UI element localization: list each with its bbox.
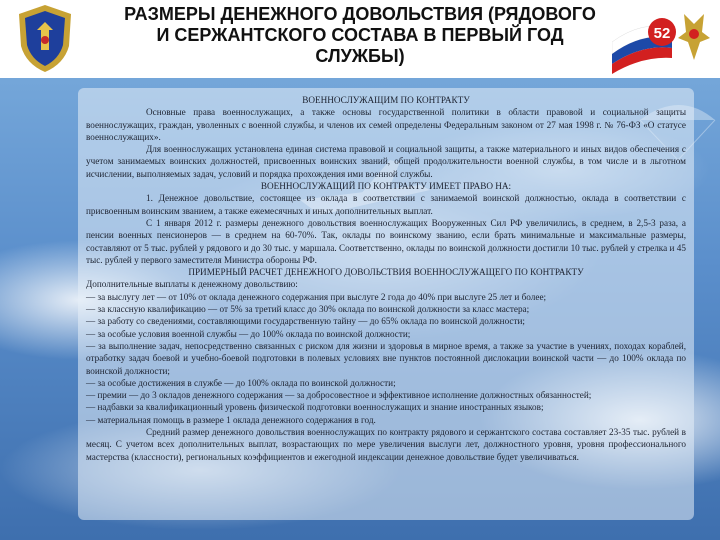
- list-item: — материальная помощь в размере 1 оклада денежного содержания в год.: [86, 414, 376, 425]
- paragraph-protection-system: Для военнослужащих установлена единая система правовой и социальной защиты, а также материального и иных видов обеспечения с учетом занимаемых воинских должностей, присвоенных воинских званий, общей продолжительности военной службы, в том числе и в льготном исчислении, выполняемых задач, условий и порядка прохождения ими военной службы.: [86, 144, 686, 179]
- heading-calculation: ПРИМЕРНЫЙ РАСЧЕТ ДЕНЕЖНОГО ДОВОЛЬСТВИЯ ВОЕННОСЛУЖАЩЕГО ПО КОНТРАКТУ: [188, 267, 584, 278]
- document-text: [86, 94, 686, 514]
- list-item: — за выслугу лет — от 10% от оклада денежного содержания при выслуге 2 года до 40% при выслуге 25 лет и более;: [86, 291, 547, 302]
- heading-contract-servicemen: ВОЕННОСЛУЖАЩИМ ПО КОНТРАКТУ: [302, 95, 470, 105]
- military-district-shield-icon: [14, 2, 76, 74]
- armed-forces-eagle-emblem-icon: [612, 2, 716, 76]
- list-item: — за особые достижения в службе — до 100% оклада по воинской должности;: [86, 377, 396, 388]
- list-item: — за классную квалификацию — от 5% за третий класс до 30% оклада по воинской должности за класс мастера;: [86, 304, 530, 315]
- paragraph-allowance: 1. Денежное довольствие, состоящее из оклада в соответствии с занимаемой воинской должностью, оклада в соответствии с присвоенным воинским званием, а также ежемесячных и иных дополнительных выплат.: [86, 193, 686, 216]
- list-intro: Дополнительные выплаты к денежному довольствию:: [86, 279, 298, 290]
- heading-rights: ВОЕННОСЛУЖАЩИЙ ПО КОНТРАКТУ ИМЕЕТ ПРАВО НА:: [260, 181, 512, 192]
- list-item: — за выполнение задач, непосредственно связанных с риском для жизни и здоровья в мирное время, а также за участие в учениях, походах кораблей, отработку задач боевой и учебно-боевой подготовки в полевых условиях вне пунктов постоянной дислокации воинской части — до 100% оклада по воинской должности;: [86, 340, 686, 376]
- header-bar: [0, 0, 720, 78]
- list-item: — за работу со сведениями, составляющими государственную тайну — до 65% оклада по воинской должности;: [86, 316, 525, 327]
- paragraph-legal-basis: Основные права военнослужащих, а также основы государственной политики в области правовой и социальной защиты военнослужащих, граждан, уволенных с военной службы, и членов их семей определены Федеральным законом от 27 мая 1998 г. № 76-ФЗ «О статусе военнослужащих».: [86, 107, 686, 142]
- anniversary-badge: 52: [653, 25, 671, 42]
- paragraph-average-allowance: Средний размер денежного довольствия военнослужащих по контракту рядового и сержантского состава составляет 23-35 тыс. рублей в месяц. С учетом всех дополнительных выплат, возрастающих по мере увеличения выслуги лет, должностного уровня, уровня профессионального мастерства (классности), региональных коэффициентов и ежегодной индексации денежное довольствие будет увеличиваться.: [86, 427, 686, 462]
- list-item: — премии — до 3 окладов денежного содержания — за добросовестное и эффективное исполнение должностных обязанностей;: [86, 390, 592, 401]
- list-item: — за особые условия военной службы — до 100% оклада по воинской должности;: [86, 328, 411, 339]
- page-title: РАЗМЕРЫ ДЕНЕЖНОГО ДОВОЛЬСТВИЯ (РЯДОВОГО И СЕРЖАНТСКОГО СОСТАВА В ПЕРВЫЙ ГОД СЛУЖБЫ): [124, 4, 596, 66]
- paragraph-2012-increase: С 1 января 2012 г. размеры денежного довольствия военнослужащих Вооруженных Сил РФ увеличились, в среднем, в 2,5-3 раза, а пенсии военных пенсионеров — в среднем на 60-70%. Так, оклады по воинскому званию, если брать минимальные и максимальные размеры, составляют от 5 тыс. рублей у рядового и до 30 тыс. у маршала. Соответственно, оклады по воинской должности достигли 10 тыс. рублей у стрелка и 45 тыс. рублей у первого заместителя Министра обороны РФ.: [86, 217, 686, 265]
- list-item: — надбавки за квалификационный уровень физической подготовки военнослужащих и знание иностранных языков;: [86, 402, 544, 413]
